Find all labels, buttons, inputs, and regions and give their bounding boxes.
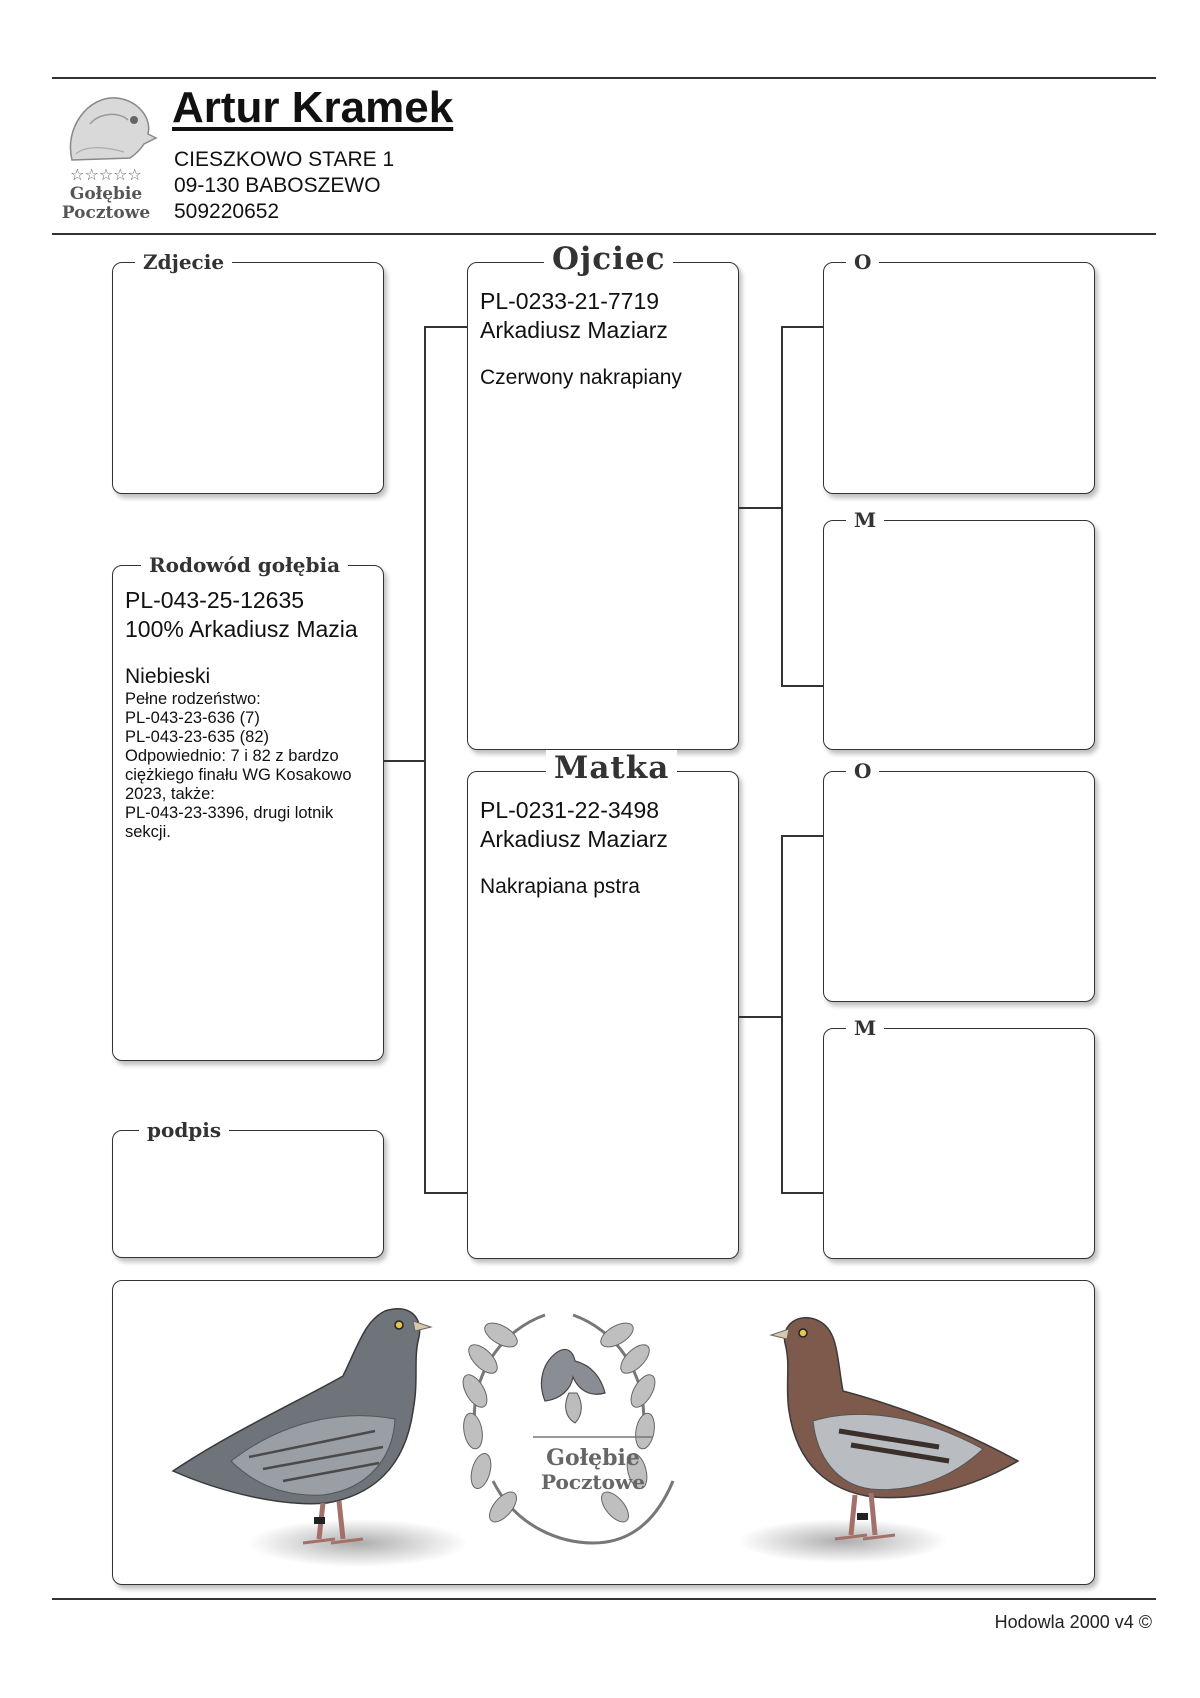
pigeon-ring-number: PL-043-25-12635 <box>125 587 305 613</box>
golebie-pocztowe-logo <box>54 88 158 224</box>
pigeon-note-line: PL-043-23-3396, drugi lotnik <box>125 804 334 822</box>
mother-father-legend: O <box>846 759 879 783</box>
header-top-rule <box>52 77 1156 79</box>
pigeon-notes <box>125 690 377 842</box>
left-pigeon-icon <box>173 1309 468 1567</box>
mother-breeder: Arkadiusz Maziarz <box>480 826 668 852</box>
photo-box <box>112 250 384 494</box>
pigeon-note-line: Pełne rodzeństwo: <box>125 690 261 708</box>
father-color: Czerwony nakrapiany <box>480 366 682 389</box>
header-bottom-rule <box>52 233 1156 235</box>
mother-father-box <box>823 759 1095 1002</box>
signature-legend: podpis <box>139 1118 229 1142</box>
mother-mother-legend: M <box>846 1016 884 1040</box>
emblem-text-line2: Pocztowe <box>541 1470 645 1494</box>
pigeon-note-line: PL-043-23-635 (82) <box>125 728 270 746</box>
father-mother-box <box>823 508 1095 750</box>
mother-legend: Matka <box>546 750 677 786</box>
pigeon-note-line: 2023, także: <box>125 785 215 803</box>
pigeon-note-line: ciężkiego finału WG Kosakowo <box>125 766 352 784</box>
pigeon-breeder: 100% Arkadiusz Mazia <box>125 616 358 642</box>
mother-mother-box <box>823 1016 1095 1259</box>
pigeon-pedigree-legend: Rodowód gołębia <box>141 553 348 577</box>
mother-box <box>467 750 739 1259</box>
logo-text-line1: Gołębie <box>69 184 143 204</box>
father-mother-legend: M <box>846 508 884 532</box>
flying-dove-icon <box>541 1349 605 1423</box>
pigeon-color: Niebieski <box>125 665 211 688</box>
father-ring-number: PL-0233-21-7719 <box>480 288 660 314</box>
address-line1: CIESZKOWO STARE 1 <box>174 148 395 171</box>
stars-icon: ☆☆☆☆☆ <box>70 165 142 184</box>
pigeon-note-line: sekcji. <box>125 823 171 841</box>
logo-text-line2: Pocztowe <box>61 203 151 223</box>
father-father-box <box>823 250 1095 494</box>
right-pigeon-icon <box>738 1318 1018 1563</box>
footer-text: Hodowla 2000 v4 © <box>994 1612 1152 1632</box>
father-breeder: Arkadiusz Maziarz <box>480 317 668 343</box>
signature-box <box>112 1118 384 1258</box>
mother-ring-number: PL-0231-22-3498 <box>480 797 660 823</box>
pigeon-head-icon <box>70 98 156 160</box>
emblem-text-line1: Gołębie <box>546 1445 640 1471</box>
mother-color: Nakrapiana pstra <box>480 875 640 898</box>
father-legend: Ojciec <box>544 241 673 277</box>
footer-rule <box>52 1598 1156 1600</box>
address-line2: 09-130 BABOSZEWO <box>174 174 381 197</box>
owner-name: Artur Kramek <box>172 83 454 132</box>
pigeon-note-line: Odpowiednio: 7 i 82 z bardzo <box>125 747 339 765</box>
photo-box-legend: Zdjecie <box>135 250 232 274</box>
father-father-legend: O <box>846 250 879 274</box>
father-box <box>467 241 739 750</box>
pigeon-pedigree-box <box>112 553 384 1061</box>
pigeon-banner <box>112 1280 1095 1585</box>
laurel-emblem-icon <box>458 1315 673 1543</box>
phone-number: 509220652 <box>174 200 280 223</box>
pigeon-note-line: PL-043-23-636 (7) <box>125 709 260 727</box>
